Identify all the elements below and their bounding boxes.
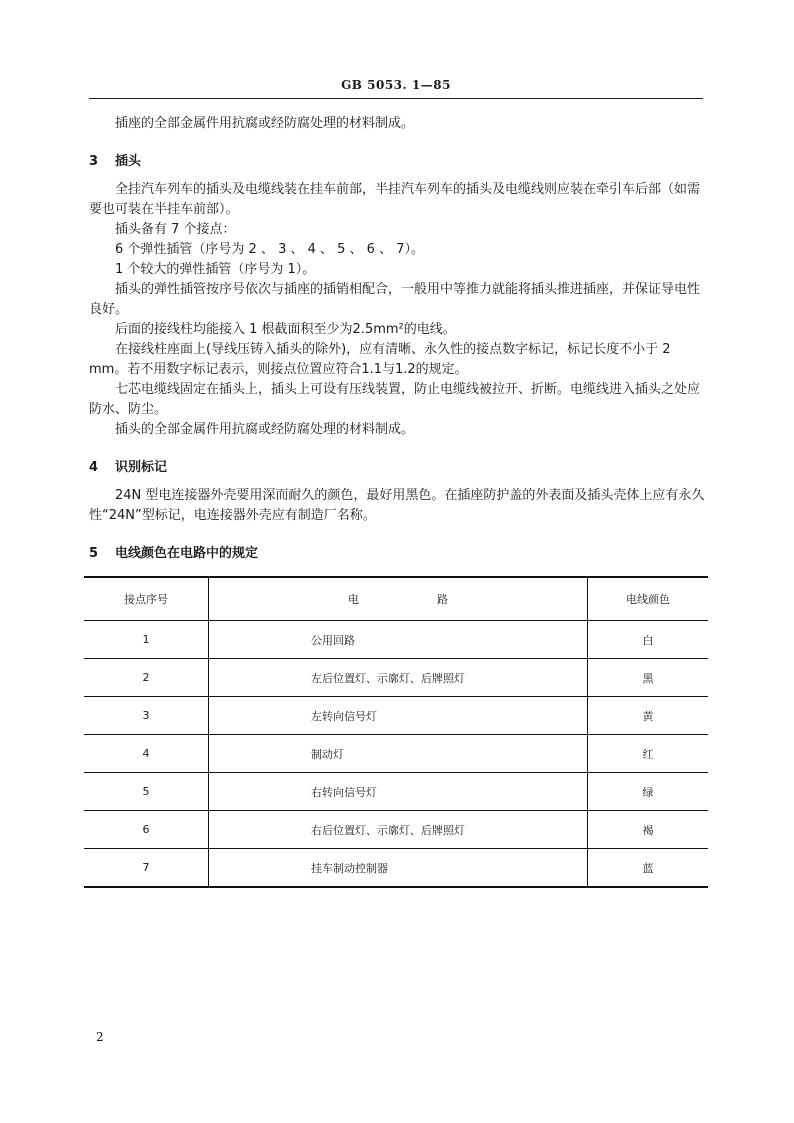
section-2-tail-paragraph: 插座的全部金属件用抗腐或经防腐处理的材料制成。 xyxy=(115,116,415,131)
circuit-cell: 公用回路 xyxy=(209,621,588,659)
wire-table-body xyxy=(84,621,708,888)
circuit-header-char-2: 路 xyxy=(437,593,448,606)
contact-column-header: 接点序号 xyxy=(84,577,209,621)
color-column-header: 电线颜色 xyxy=(588,577,709,621)
section-4-heading xyxy=(89,458,709,478)
table-row xyxy=(84,621,708,659)
circuit-column-header xyxy=(209,577,588,621)
circuit-cell: 制动灯 xyxy=(209,735,588,773)
color-cell: 褐 xyxy=(588,811,709,849)
section-5-heading xyxy=(89,544,709,564)
table-row xyxy=(84,811,708,849)
section-3-paragraph-1: 全挂汽车列车的插头及电缆线装在挂车前部，半挂汽车列车的插头及电缆线则应装在牵引车后部（如需要也可装在半挂车前部）。 xyxy=(89,182,701,217)
circuit-cell: 左后位置灯、示廓灯、后牌照灯 xyxy=(209,659,588,697)
table-header-row xyxy=(84,577,708,621)
table-row xyxy=(84,697,708,735)
section-3-heading xyxy=(89,152,709,172)
contact-cell: 1 xyxy=(84,621,209,659)
section-5-number: 5 xyxy=(89,546,99,561)
section-3-paragraph-3: 插头的弹性插管按序号依次与插座的插销相配合，一般用中等推力就能将插头推进插座，并保证导电性良好。 xyxy=(89,282,701,317)
section-3-paragraph-5: 在接线柱座面上(导线压铸入插头的除外)，应有清晰、永久性的接点数字标记，标记长度不小于 2 mm。若不用数字标记表示，则接点位置应符合1.1与1.2的规定。 xyxy=(89,342,671,377)
color-cell: 红 xyxy=(588,735,709,773)
section-3-paragraph-4: 后面的接线柱均能接入 1 根截面积至少为2.5mm²的电线。 xyxy=(115,322,456,337)
page-number: 2 xyxy=(96,1030,104,1044)
document-body xyxy=(89,114,709,572)
section-5-title: 电线颜色在电路中的规定 xyxy=(115,546,259,561)
header-rule xyxy=(89,98,703,99)
standard-number-header: GB 5053. 1—85 xyxy=(341,78,451,92)
contact-cell: 5 xyxy=(84,773,209,811)
table-row xyxy=(84,735,708,773)
section-3-paragraph-2: 插头备有 7 个接点： xyxy=(115,222,236,237)
section-3-title: 插头 xyxy=(115,154,142,169)
wire-color-table xyxy=(84,576,708,888)
section-3-paragraph-7: 插头的全部金属件用抗腐或经防腐处理的材料制成。 xyxy=(115,422,415,437)
color-cell: 蓝 xyxy=(588,849,709,888)
circuit-cell: 挂车制动控制器 xyxy=(209,849,588,888)
contact-cell: 6 xyxy=(84,811,209,849)
color-cell: 黄 xyxy=(588,697,709,735)
contact-cell: 4 xyxy=(84,735,209,773)
section-4-title: 识别标记 xyxy=(115,460,168,475)
color-cell: 白 xyxy=(588,621,709,659)
color-cell: 绿 xyxy=(588,773,709,811)
section-3-list-item-2: 1 个较大的弹性插管（序号为 1）。 xyxy=(115,262,316,277)
circuit-cell: 右转向信号灯 xyxy=(209,773,588,811)
section-4-number: 4 xyxy=(89,460,99,475)
table-row xyxy=(84,659,708,697)
section-3-list-item-1: 6 个弹性插管（序号为 2 、 3 、 4 、 5 、 6 、 7）。 xyxy=(115,242,424,257)
section-3-number: 3 xyxy=(89,154,99,169)
section-3-paragraph-6: 七芯电缆线固定在插头上，插头上可设有压线装置，防止电缆线被拉开、折断。电缆线进入插头之处应防水、防尘。 xyxy=(89,382,701,417)
circuit-cell: 左转向信号灯 xyxy=(209,697,588,735)
contact-cell: 7 xyxy=(84,849,209,888)
table-row xyxy=(84,849,708,888)
table-row xyxy=(84,773,708,811)
circuit-cell: 右后位置灯、示廓灯、后牌照灯 xyxy=(209,811,588,849)
contact-cell: 3 xyxy=(84,697,209,735)
color-cell: 黑 xyxy=(588,659,709,697)
contact-cell: 2 xyxy=(84,659,209,697)
section-4-paragraph-1: 24N 型电连接器外壳要用深而耐久的颜色，最好用黑色。在插座防护盖的外表面及插头壳体上应有永久性“24N”型标记，电连接器外壳应有制造厂名称。 xyxy=(89,488,705,523)
circuit-header-char-1: 电 xyxy=(348,593,359,606)
